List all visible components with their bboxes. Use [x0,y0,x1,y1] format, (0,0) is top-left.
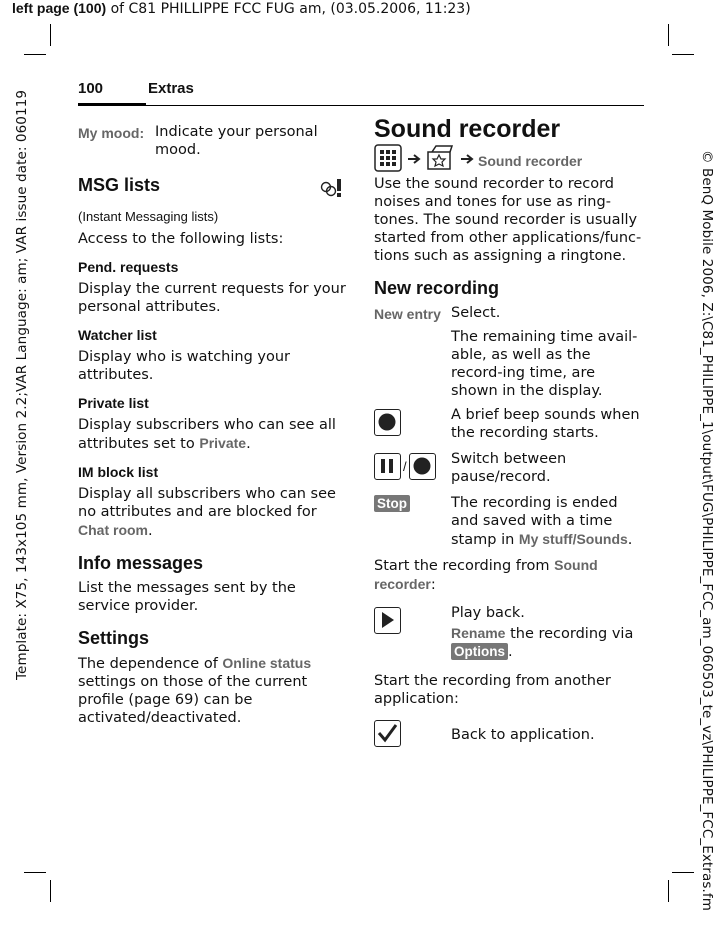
crop-mark [668,880,669,902]
crop-mark [668,24,669,46]
imblock-paragraph [78,485,348,540]
private-end: . [246,436,251,452]
stop-end: . [627,532,633,548]
template-margin [12,40,32,680]
crop-mark [24,54,46,55]
imblock-title: IM block list [78,464,159,480]
settings-title: Settings [78,628,150,648]
path-sound-recorder: Sound recorder [478,153,583,169]
stop-keyword: My stuff/Sounds [518,531,628,547]
watcher-title: Watcher list [78,327,157,343]
checkmark-icon [375,721,399,745]
start-paragraph [374,556,644,594]
header-rule [78,105,644,106]
chapter-title: Extras [148,80,194,97]
pause-key[interactable] [374,453,401,480]
new-entry-label: New entry [374,306,441,322]
start-other-text: Start the recording from another application: [374,673,611,707]
remaining-text: The remaining time avail-able, as well as the record-ing time, are shown in the display. [451,329,638,399]
copyright-line: © BenQ Mobile 2006, Z:\C81_PHILIPPE_1\output\FUG\PHILIPPE_FCC_am_060503_te_vz\PHILIPPE_FCC_Extras.fm [699,150,715,911]
imblock-keyword: Chat room [78,522,148,538]
beep-text: A brief beep sounds when the recording starts. [451,407,640,441]
arrow-icon [407,154,423,164]
stop-text: The recording is ended and saved with a time stamp in [451,495,618,548]
confirm-key[interactable] [374,720,401,747]
extras-icon [426,143,456,171]
left-column [78,123,348,727]
imblock-text: Display all subscribers who can see no attributes and are blocked for [78,486,336,520]
settings-paragraph [78,654,348,727]
msg-lists-intro: Access to the following lists: [78,231,284,247]
back-text: Back to application. [451,727,595,743]
arrow-icon [460,154,476,164]
imblock-end: . [148,523,153,539]
rename-paragraph [451,624,646,661]
right-column [374,115,644,752]
watcher-text: Display who is watching your attributes. [78,349,291,383]
record-key-2[interactable] [409,453,436,480]
private-paragraph [78,416,348,453]
switch-separator: / [403,459,407,474]
start-pre: Start the recording from [374,558,550,574]
play-icon [375,608,399,632]
settings-post: settings on those of the current profile (page 69) can be activated/deactivated. [78,674,308,726]
print-header-rest: of C81 PHILLIPPE FCC FUG am, (03.05.2006, 11:23) [106,1,471,17]
rename-text: the recording via [510,626,634,642]
mood-text: Indicate your personal mood. [155,124,318,158]
crop-mark [50,880,51,902]
stop-paragraph [451,494,646,549]
start-keyword: Sound recorder [374,557,598,592]
pend-text: Display the current requests for your personal attributes. [78,281,346,315]
new-recording-title: New recording [374,278,500,298]
rename-keyword: Rename [451,625,506,641]
template-line: Template: X75, 143x105 mm, Version 2.2;VAR Language: am; VAR issue date: 060119 [14,89,30,680]
private-keyword: Private [199,435,247,451]
print-header [12,0,471,17]
crop-mark [672,54,694,55]
info-title: Info messages [78,553,204,573]
header-bar [78,103,146,106]
private-text: Display subscribers who can see all attributes set to [78,417,336,452]
print-header-bold: left page (100) [12,0,107,16]
private-title: Private list [78,395,149,411]
options-softkey[interactable]: Options [451,643,508,660]
menu-path [374,142,644,172]
copyright-margin [697,150,717,930]
menu-key-icon [374,144,402,172]
record-key[interactable] [374,409,401,436]
msg-lists-sub: (Instant Messaging lists) [78,209,219,224]
pend-title: Pend. requests [78,259,179,275]
record-icon [375,410,399,434]
switch-text: Switch between pause/record. [451,451,567,485]
playback-text: Play back. [451,605,525,621]
info-text: List the messages sent by the service provider. [78,580,296,614]
im-icon [320,178,344,198]
settings-pre: The dependence of [78,656,218,672]
msg-lists-title: MSG lists [78,175,161,195]
sound-recorder-intro: Use the sound recorder to record noises and tones for use as ring-tones. The sound recorder is usually started from other applications/func-tions such as assigning a ringtone. [374,176,642,264]
start-end: : [430,577,436,593]
rename-end: . [508,644,513,660]
play-key[interactable] [374,607,401,634]
new-entry-text: Select. [451,305,501,321]
stop-softkey[interactable]: Stop [374,495,410,512]
crop-mark [24,872,46,873]
crop-mark [672,872,694,873]
settings-keyword: Online status [222,655,312,671]
mood-label: My mood: [78,125,145,141]
record-icon [410,454,434,478]
pause-icon [375,454,399,478]
sound-recorder-title: Sound recorder [374,115,561,143]
crop-mark [50,24,51,46]
page-number: 100 [78,80,104,97]
